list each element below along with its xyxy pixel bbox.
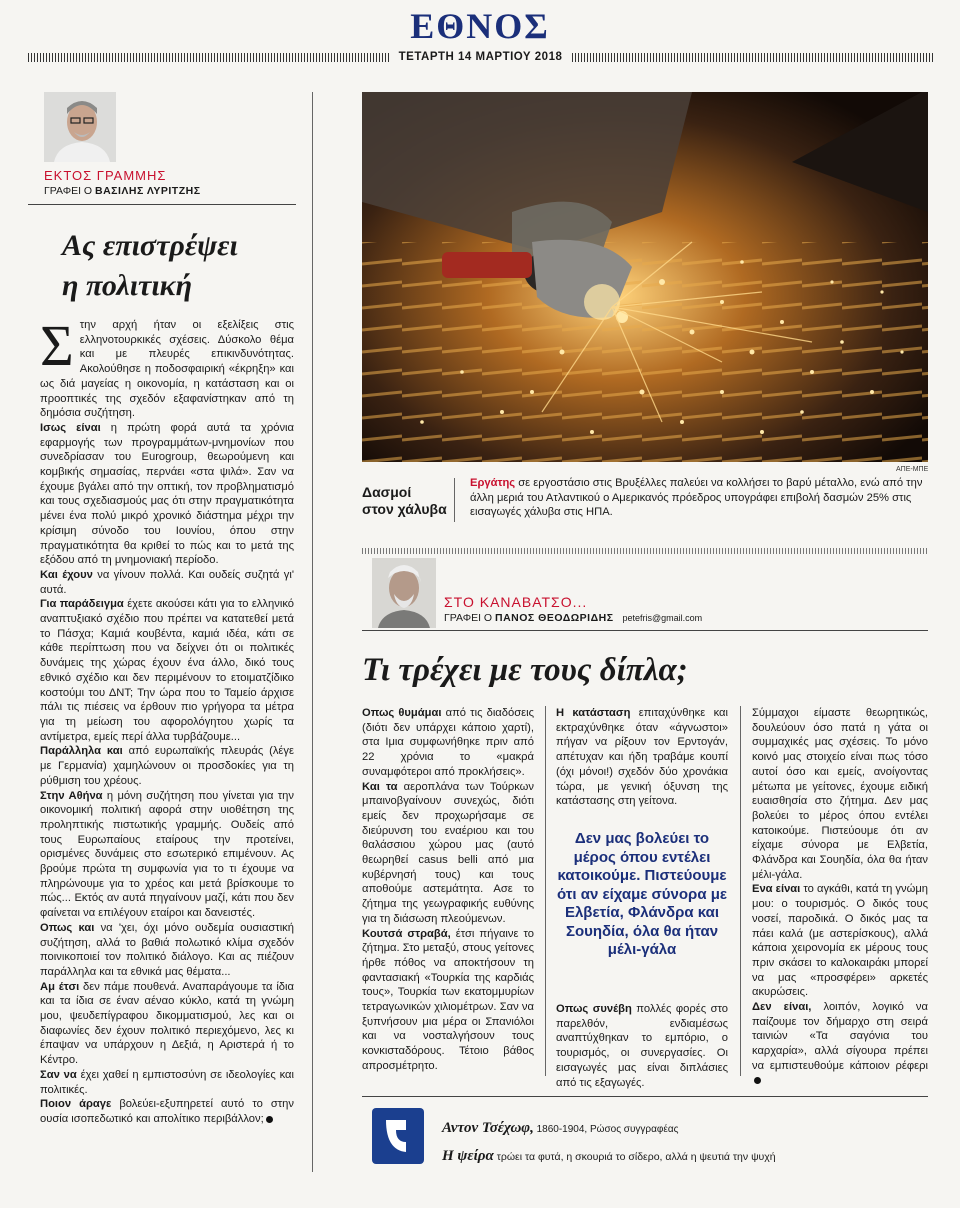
column-name-2: ΣΤΟ ΚΑΝΑΒΑΤΣΟ... <box>444 594 588 610</box>
headline-line-2: η πολιτική <box>62 269 193 302</box>
paragraph: Σύμμαχοι είμαστε θεωρητικώς, δουλεύουν όσο πατά η γάτα οι συμμαχικές μας σχέσεις. Το μόνο κοινό μας στοιχείο είναι πως τόσο αυτοί όσο και εμείς, ανοίγοντας μέτωπα με γείτονες, έχουμε ειδική ευαισθησία στο ζήτημα. Δεν μας βολεύει το μέρος όπου εντέλει κατοικούμε. Πιστεύουμε ότι αν είχαμε σύνορα με Ελβετία, Φλάνδρα και Σουηδία, όλα θα ήταν μέλι-γάλα. <box>752 707 928 881</box>
author-email: petefris@gmail.com <box>622 613 703 623</box>
paragraph: Αμ έτσι δεν πάμε πουθενά. Αναπαράγουμε τα ίδια και τα ίδια σε έναν αέναο κύκλο, κατά τη γνώμη μου, ψευδεπίγραφου δικομματισμού, λες και οι διαφωνίες δεν έχουν πολιτικό περιεχόμενο, λες κι έπαψαν να υπάρχουν η Δεξιά, η Αριστερά ή το Κέντρο. <box>40 980 294 1067</box>
article-col-2-bottom <box>556 1002 728 1090</box>
section-hatch-rule <box>362 548 928 554</box>
newspaper-logo: ΕΘΝΟΣ <box>410 6 550 46</box>
caption-lead: Εργάτης <box>470 477 516 489</box>
author-portrait <box>44 92 116 162</box>
quote-text: Η ψείρα τρώει τα φυτά, η σκουριά το σίδερο, αλλά η ψευτιά την ψυχή <box>442 1148 776 1164</box>
paragraph: Ενα είναι το αγκάθι, κατά τη γνώμη μου: ο τουρισμός. Ο δικός τους νοσεί, παροδικά. Ο δικός μας τα πάει καλά (με αστερίσκους), αλλά κάποια χειρονομία εκ μέρους τους πριν σκάσει το καλοκαιράκι μπορεί να μας «προσφέρει» αρκετές ακυρώσεις. <box>752 883 929 999</box>
drop-cap: Σ <box>40 313 74 378</box>
byline-prefix: ΓΡΑΦΕΙ Ο <box>44 185 93 197</box>
date-rule <box>28 49 933 65</box>
portrait-illustration <box>44 92 116 162</box>
paragraph: Και έχουν να γίνουν πολλά. Και ουδείς συζητά γι' αυτά. <box>40 568 294 596</box>
quote-glyph <box>372 1108 424 1164</box>
byline-2: ΓΡΑΦΕΙ Ο ΠΑΝΟΣ ΘΕΟΔΩΡΙΔΗΣ petefris@gmail.com <box>444 612 703 624</box>
byline <box>44 185 201 197</box>
header-rule <box>28 204 296 205</box>
author-portrait-2 <box>372 558 436 628</box>
paragraph: Παράλληλα και από ευρωπαϊκής πλευράς (λέγε με Γερμανία) χαμηλώνουν οι προσδοκίες για τη ρύθμιση του χρέους. <box>40 745 294 787</box>
header-rule-2 <box>362 630 928 631</box>
caption-divider <box>454 478 455 522</box>
column-divider <box>312 92 313 1172</box>
headline-line-1: Ας επιστρέψει <box>62 229 238 262</box>
paragraph: Για παράδειγμα έχετε ακούσει κάτι για το ελληνικό αναπτυξιακό σχέδιο που πρέπει να κατατεθεί μετά το Πάσχα; Καμιά κουβέντα, καμιά ιδέα, κάτι σε κάθε περίπτωση που να δείχνει ότι οι πολιτικές δυνάμεις της χώρας έχουν ένα άλλο, δικό τους εθνικό σχέδιο και δεν περιμένουν το ετοιματζίδικο κοστούμι του ΔΝΤ; Την ώρα που το Ταμείο άρχισε πάλι τις πιέσεις να έρθουν πιο γρήγορα τα μέτρα για τη μείωση του αφορολόγητου χωρίς τα αντίμετρα, εμείς περί άλλα τυρβάζουμε... <box>40 598 294 743</box>
photo-credit: ΑΠΕ-ΜΠΕ <box>896 466 929 473</box>
article-headline-2: Τι τρέχει με τους δίπλα; <box>362 652 688 688</box>
paragraph: Οπως θυμάμαι από τις διαδόσεις (διότι δεν υπάρχει κάποιο χαρτί), στα Ιμια συμφωνήθηκε πριν από 22 χρόνια το «μακρά συναμφότεροι από προκλήσεις». <box>362 707 534 778</box>
paragraph: Σαν να έχει χαθεί η εμπιστοσύνη σε ιδεολογίες και πολιτικές. <box>40 1068 294 1096</box>
paragraph: Ισως είναι η πρώτη φορά αυτά τα χρόνια εφαρμογής των προγραμμάτων-μνημονίων που συνεδρίασαν του Eurogroup, θεωρούμενη και κομβικής σημασίας, περνάει «στα ψιλά». Σαν να έχουμε βγάλει από την οπτική, τον προβληματισμό και τους σχεδιασμούς μας ότι στην πραγματικότητα μένει ένα πολύ μικρό χρονικό διάστημα μέχρι την κρίσιμη σύνοδο του Ιουνίου, όπου στην πραγματικότητα θα κριθεί το πώς και το μετά της εξόδου από τη μνημονιακή περίοδο. <box>40 421 295 567</box>
portrait-illustration-2 <box>372 558 436 628</box>
end-mark-icon <box>266 1116 273 1123</box>
hatch-right <box>572 53 933 62</box>
hatch-left <box>28 53 389 62</box>
paragraph: Οπως και να 'χει, όχι μόνο ουδεμία ουσιαστική συζήτηση, αλλά το βαθιά πολωτικό κλίμα σχεδόν ποινικοποιεί τον πολιτικό διάλογο. Και ας πιέζουν παράλληλα και τα εθνικά μας θέματα... <box>40 921 294 978</box>
paragraph: Κουτσά στραβά, έτσι πήγαινε το ζήτημα. Στο μεταξύ, στους γείτονες ήρθε πόθος να αποκτήσουν τη φαντασιακή «Τουρκία της καρδιάς τους», Τουρκία των εκατομμυρίων τετραγωνικών χιλιομέτρων. Σαν να ξυπνήσουν μια μέρα οι Σπανιόλοι και να νοσταλγήσουν τους κονκισταδόρους. Τέτοιο βάθος απροσμέτρητο. <box>362 927 535 1072</box>
author-name-2: ΠΑΝΟΣ ΘΕΟΔΩΡΙΔΗΣ <box>495 612 614 624</box>
author-name: ΒΑΣΙΛΗΣ ΛΥΡΙΤΖΗΣ <box>95 185 201 197</box>
column-name: ΕΚΤΟΣ ΓΡΑΜΜΗΣ <box>44 168 167 183</box>
sparks-image <box>362 92 928 462</box>
quote-icon <box>372 1108 424 1164</box>
caption-title: Δασμοί στον χάλυβα <box>362 484 447 517</box>
masthead <box>0 6 960 46</box>
quote-rule <box>362 1096 928 1097</box>
paragraph: Η κατάσταση επιταχύνθηκε και εκτραχύνθηκε όταν «άγνωστοι» πήγαν να ρίξουν τον Ερντογάν, απέτυχαν και ήδη τραβάμε κουπί (όχι μόνοι!) σχεδόν δύο χρονάκια τώρα, με γενική όξυνση της κατάστασης στη γείτονα. <box>556 707 728 808</box>
photo-caption: Εργάτης σε εργοστάσιο στις Βρυξέλλες παλεύει να κολλήσει το βαρύ μέταλλο, ενώ από την άλλη μεριά του Ατλαντικού ο Αμερικανός πρόεδρος υπογράφει επιβολή δασμών 25% στις εισαγωγές χάλυβα στις ΗΠΑ. <box>470 477 923 518</box>
col-divider-a <box>545 706 546 1076</box>
article-col-1 <box>362 706 534 1074</box>
quote-lead: Η ψείρα <box>442 1148 494 1164</box>
paragraph: Στην Αθήνα η μόνη συζήτηση που γίνεται για την οικονομική πολιτική αφορά στην υιοθέτηση της προληπτικής πιστωτικής γραμμής. Ουδείς από τους Ευρωπαίους εταίρους την προτείνει, ορισμένες δυνάμεις στο εσωτερικό επιμένουν. Ας βρούμε πρώτα τη συμφωνία για το τι έχουμε να πληρώνουμε για το χρέος και μετά βρίσκουμε το πώς... Εκτός αν αυτά πηγαίνουν μαζί, κάτι που δεν φαίνεται να επιλέγουν εταίροι και δανειστές. <box>40 789 294 920</box>
col-divider-b <box>740 706 741 1076</box>
article-body <box>40 313 295 1127</box>
article-col-3 <box>752 706 928 1088</box>
issue-date: ΤΕΤΑΡΤΗ 14 ΜΑΡΤΙΟΥ 2018 <box>398 51 563 63</box>
pull-quote: Δεν μας βολεύει το μέρος όπου εντέλει κατοικούμε. Πιστεύουμε ότι αν είχαμε σύνορα με Ελβετία, Φλάνδρα και Σουηδία, όλα θα ήταν μέλι-γάλα <box>556 830 728 958</box>
intro-paragraph: την αρχή ήταν οι εξελίξεις στις ελληνοτουρκικές σχέσεις. Δύσκολο θέμα και με πλευρές επικινδυνότητας. Ακολούθησε η ποδοσφαιρική «έκρηξη» και ως διά μαγείας η οικονομία, η κατάσταση και οι προοπτικές της σχεδόν εξαφανίστηκαν από τη δημόσια συζήτηση. <box>40 319 294 420</box>
quote-author: Αντον Τσέχωφ, <box>442 1120 534 1136</box>
paragraph: Και τα αεροπλάνα των Τούρκων μπαινοβγαίνουν συνεχώς, διότι εμείς δεν προχωρήσαμε σε διεύρυνση του εναέριου και του θαλάσσιου χώρου μας (αυτό θεωρηθεί casus belli από μια κυβέρνησή τους) και τους αποθούμε αστεμάτητα. Ασε το ζήτημα της γεωγραφικής ευθύνης για τη διάσωση πλεούμενων. <box>362 780 534 925</box>
welding-photo <box>362 92 928 462</box>
end-mark-icon <box>754 1077 761 1084</box>
paragraph: Ποιον άραγε βολεύει-εξυπηρετεί αυτό το στην ουσία ισοπεδωτικό και απολίτικο περιβάλλον; <box>40 1098 294 1125</box>
quote-author-info: 1860-1904, Ρώσος συγγραφέας <box>533 1124 679 1135</box>
paragraph: Δεν είναι, λοιπόν, λογικό να παίζουμε τον δήμαρχο στη σειρά ταινιών «Τα σαγόνια του καρχαρία», αλλά σίγουρα πρέπει να εμπιστευθούμε κάποιον ρέφερι <box>752 1000 928 1088</box>
paragraph: Οπως συνέβη πολλές φορές στο παρελθόν, ενδιαμέσως αναπτύχθηκαν το εμπόριο, ο τουρισμός, οι συνεργασίες. Οι εισαγωγές μας είναι διπλάσιες από τις εξαγωγές. <box>556 1003 728 1089</box>
article-headline <box>62 226 238 306</box>
article-col-2-top <box>556 706 728 809</box>
quote-attribution <box>442 1120 678 1137</box>
